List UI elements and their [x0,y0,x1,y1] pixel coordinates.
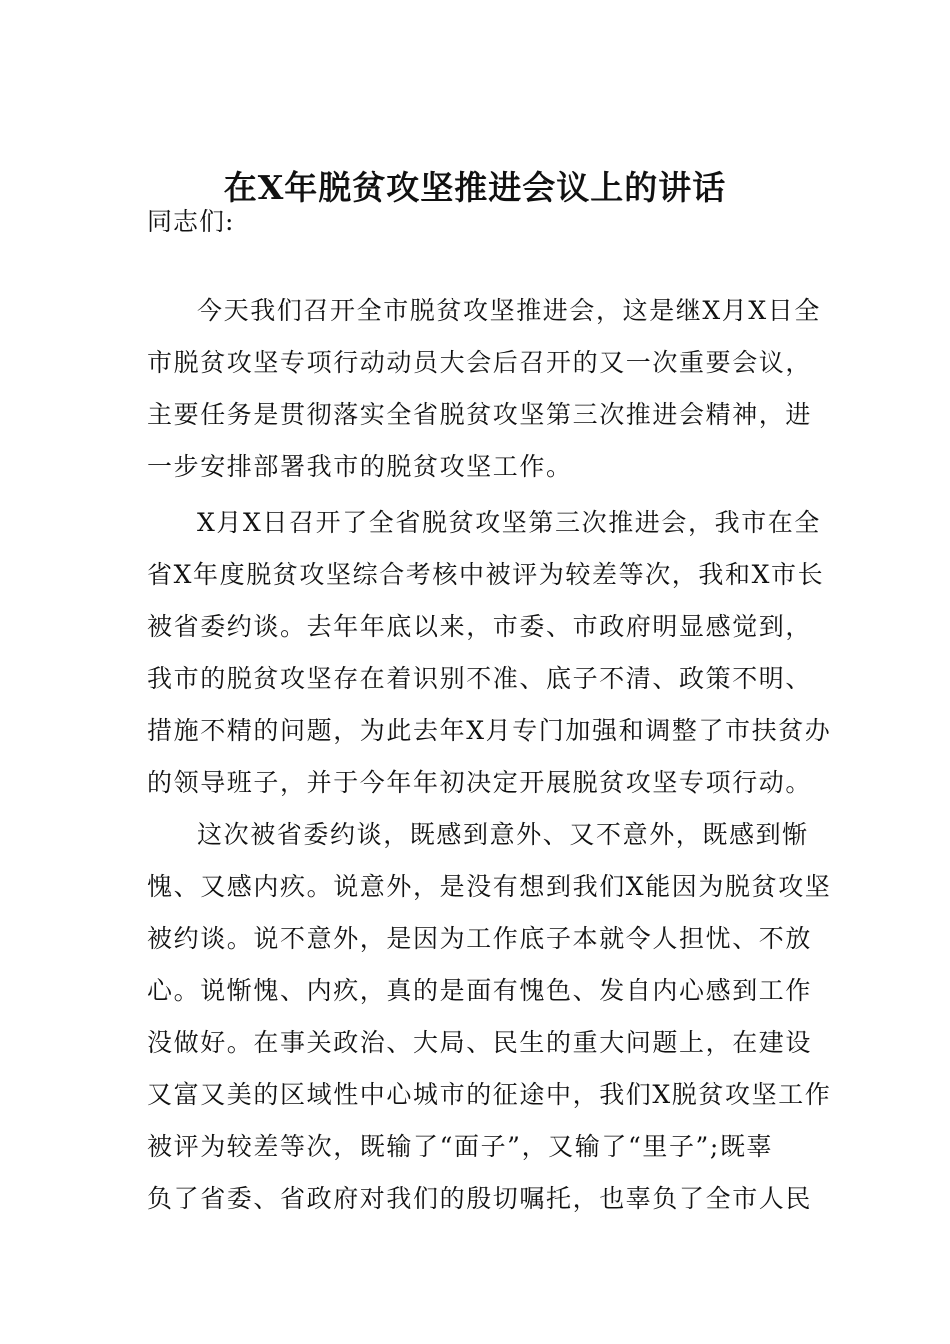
paragraph-line: 心。说惭愧、内疚，真的是面有愧色、发自内心感到工作 [147,976,813,1005]
paragraph-line: 的领导班子，并于今年年初决定开展脱贫攻坚专项行动。 [147,768,813,797]
paragraph-3 [147,809,832,1225]
paragraph-line: 这次被省委约谈，既感到意外、又不意外，既感到惭 [197,820,809,849]
paragraph-line: 市脱贫攻坚专项行动动员大会后召开的又一次重要会议， [147,348,813,377]
paragraph-line: 一步安排部署我市的脱贫攻坚工作。 [147,452,573,481]
paragraph-1 [147,285,821,493]
paragraph-line: 被省委约谈。去年年底以来，市委、市政府明显感觉到， [147,612,813,641]
paragraph-line: 被评为较差等次，既输了“面子”，又输了“里子”;既辜 [147,1132,774,1161]
paragraph-line: 又富又美的区域性中心城市的征途中，我们X脱贫攻坚工作 [147,1080,832,1109]
paragraph-line: 负了省委、省政府对我们的殷切嘱托，也辜负了全市人民 [147,1184,813,1213]
document-title: 在X年脱贫攻坚推进会议上的讲话 [223,168,727,207]
paragraph-line: X月X日召开了全省脱贫攻坚第三次推进会，我市在全 [197,508,821,537]
paragraph-line: 主要任务是贯彻落实全省脱贫攻坚第三次推进会精神，进 [147,400,813,429]
paragraph-line: 被约谈。说不意外，是因为工作底子本就令人担忧、不放 [147,924,813,953]
salutation: 同志们: [147,207,235,236]
paragraph-line: 省X年度脱贫攻坚综合考核中被评为较差等次，我和X市长 [147,560,825,589]
paragraph-line: 今天我们召开全市脱贫攻坚推进会，这是继X月X日全 [197,296,821,325]
paragraph-line: 措施不精的问题，为此去年X月专门加强和调整了市扶贫办 [147,716,832,745]
paragraph-2 [147,497,832,809]
paragraph-line: 愧、又感内疚。说意外，是没有想到我们X能因为脱贫攻坚 [147,872,832,901]
paragraph-line: 我市的脱贫攻坚存在着识别不准、底子不清、政策不明、 [147,664,813,693]
paragraph-line: 没做好。在事关政治、大局、民生的重大问题上，在建设 [147,1028,813,1057]
